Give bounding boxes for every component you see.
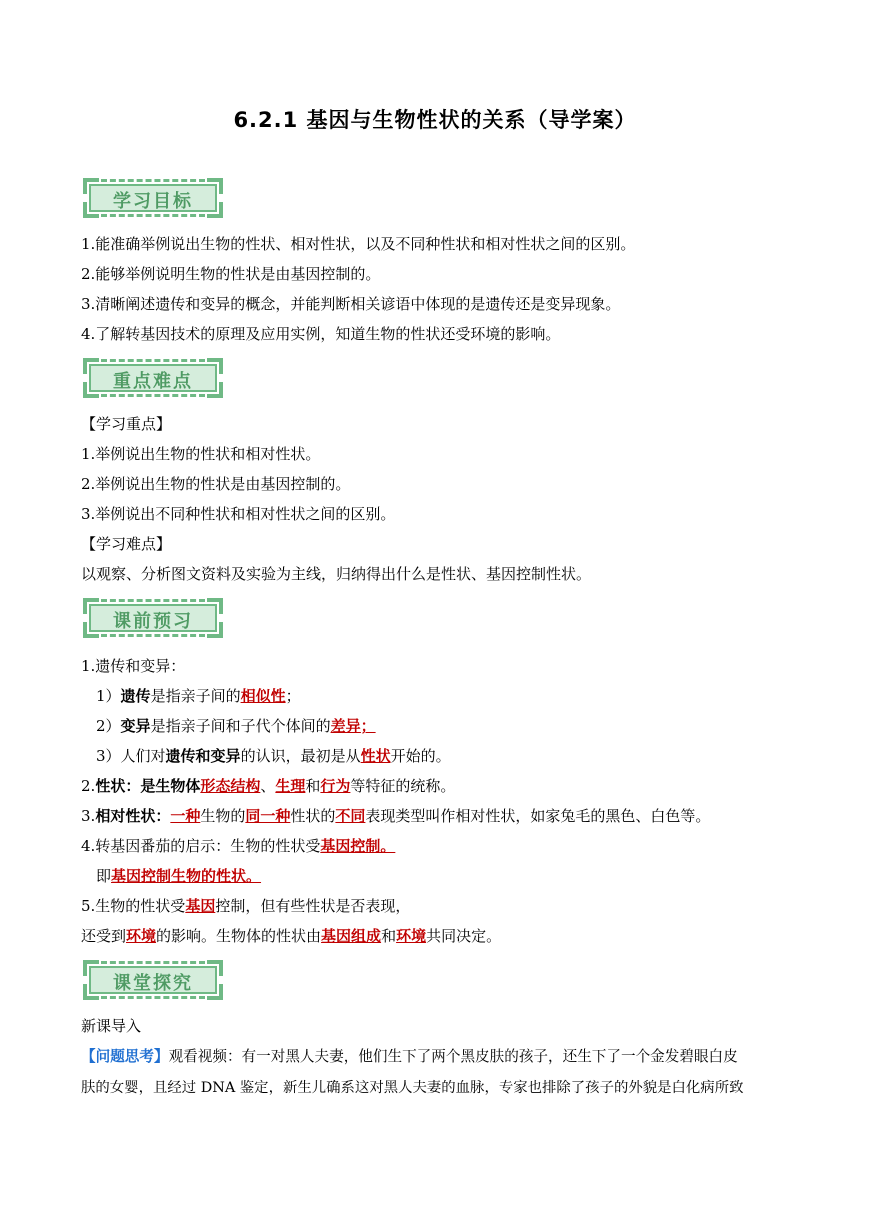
section-badge-goals: [83, 178, 223, 218]
focus-item: 2.举例说出生物的性状是由基因控制的。: [81, 475, 351, 493]
section-label: 课前预习: [113, 611, 193, 632]
focus-item: 1.举例说出生物的性状和相对性状。: [81, 445, 321, 463]
answer-blank: 差异: [330, 717, 361, 735]
section-label: 学习目标: [113, 191, 193, 212]
answer-blank: 性状: [360, 747, 391, 765]
goal-item: 2.能够举例说明生物的性状是由基因控制的。: [81, 265, 381, 283]
answer-blank: 环境: [396, 927, 427, 945]
section-badge-explore: [83, 960, 223, 1000]
preview-q1b: 2）变异是指亲子间和子代个体间的差异；: [96, 717, 376, 735]
goal-item: 3.清晰阐述遗传和变异的概念，并能判断相关谚语中体现的是遗传还是变异现象。: [81, 295, 621, 313]
preview-q5b: 还受到环境的影响。生物体的性状由基因组成和环境共同决定。: [81, 927, 502, 945]
explore-question-line: 肤的女婴，且经过 DNA 鉴定，新生儿确系这对黑人夫妻的血脉，专家也排除了孩子的外貌是白化病所致: [81, 1080, 744, 1096]
section-badge-preview: [83, 598, 223, 638]
preview-q5: 5.生物的性状受基因控制，但有些性状是否表现，: [81, 897, 411, 915]
preview-q4b: 即基因控制生物的性状。: [96, 867, 262, 885]
preview-q1c: 3）人们对遗传和变异的认识，最初是从性状开始的。: [96, 747, 451, 765]
page-title: 6.2.1 基因与生物性状的关系（导学案）: [233, 108, 637, 132]
preview-q2: 2.性状：是生物体形态结构、生理和行为等特征的统称。: [81, 777, 456, 795]
explore-question-line: 【问题思考】观看视频：有一对黑人夫妻，他们生下了两个黑皮肤的孩子，还生下了一个金发碧眼白皮: [81, 1048, 738, 1065]
section-label: 课堂探究: [113, 973, 193, 994]
focus-item: 3.举例说出不同种性状和相对性状之间的区别。: [81, 505, 396, 523]
goal-item: 4.了解转基因技术的原理及应用实例，知道生物的性状还受环境的影响。: [81, 325, 561, 343]
question-tag: 【问题思考】: [81, 1048, 169, 1065]
answer-blank: 生理: [275, 777, 306, 795]
preview-q3: 3.相对性状：一种生物的同一种性状的不同表现类型叫作相对性状，如家兔毛的黑色、白色等。: [81, 807, 711, 825]
section-badge-key: [83, 358, 223, 398]
difficulty-text: 以观察、分析图文资料及实验为主线，归纳得出什么是性状、基因控制性状。: [81, 565, 592, 583]
answer-blank: 不同: [335, 807, 366, 825]
focus-heading: 【学习重点】: [81, 415, 172, 433]
preview-q1a: 1）遗传是指亲子间的相似性；: [96, 687, 301, 705]
answer-blank: 基因控制。: [320, 837, 396, 855]
difficulty-heading: 【学习难点】: [81, 535, 172, 553]
answer-blank: 行为: [320, 777, 351, 795]
section-label: 重点难点: [113, 371, 193, 392]
answer-blank: 同一种: [245, 807, 291, 825]
preview-q1: 1.遗传和变异：: [81, 657, 186, 675]
explore-intro: 新课导入: [81, 1017, 142, 1035]
answer-blank: 基因控制生物的性状。: [111, 867, 262, 885]
answer-blank: 形态结构: [200, 777, 261, 795]
answer-blank: 环境: [126, 927, 157, 945]
answer-blank: 相似性: [240, 687, 286, 705]
answer-blank: 基因: [185, 897, 216, 915]
answer-blank: 基因组成: [321, 927, 382, 945]
goal-item: 1.能准确举例说出生物的性状、相对性状，以及不同种性状和相对性状之间的区别。: [81, 235, 636, 253]
answer-blank: 一种: [170, 807, 201, 825]
preview-q4: 4.转基因番茄的启示：生物的性状受基因控制。: [81, 837, 396, 855]
